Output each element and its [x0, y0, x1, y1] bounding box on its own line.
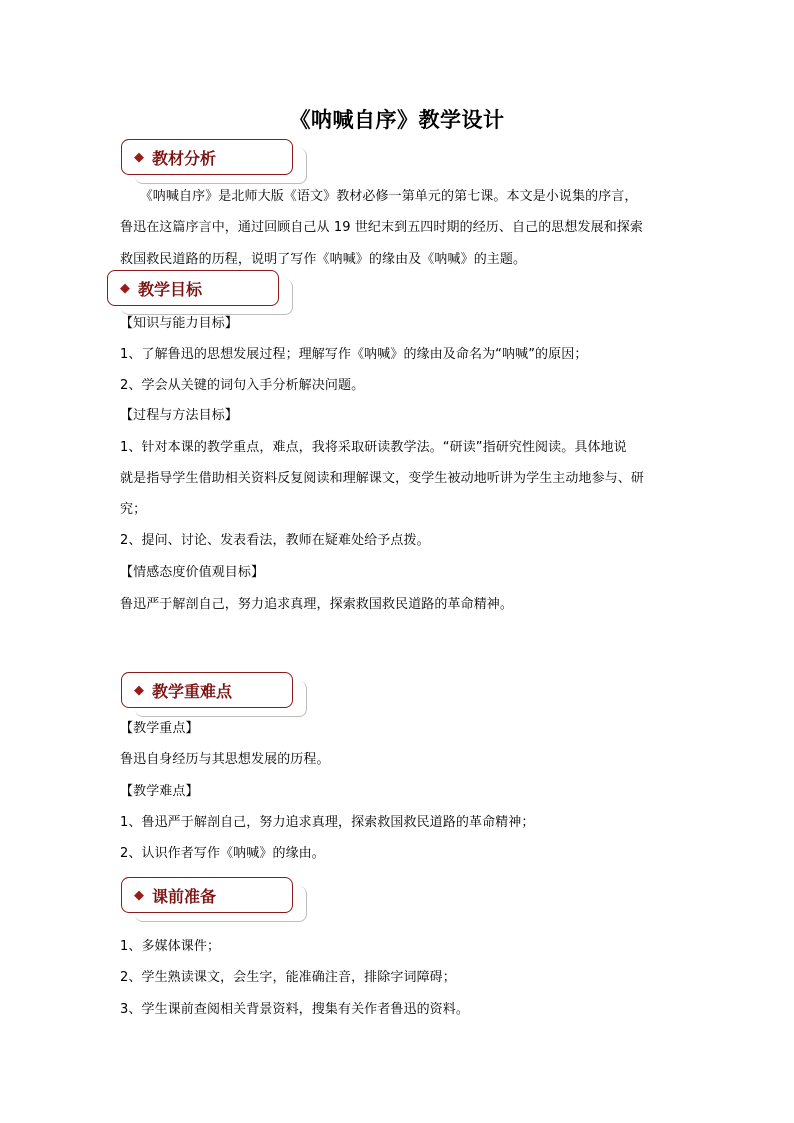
page-title: 《呐喊自序》教学设计 [289, 107, 505, 132]
section-heading-label: 教材分析 [152, 148, 217, 168]
list-item: 2、认识作者写作《呐喊》的缘由。 [120, 846, 325, 861]
subheading-difficult-points: 【教学难点】 [120, 784, 199, 799]
subheading-process-method: 【过程与方法目标】 [120, 408, 238, 423]
section-heading-class-preparation [121, 877, 293, 913]
list-item: 2、学生熟读课文，会生字，能准确注音，排除字词障碍； [120, 970, 456, 985]
list-item-continued: 就是指导学生借助相关资料反复阅读和理解课文，变学生被动地听讲为学生主动地参与、研 [120, 471, 645, 486]
section-heading-textbook-analysis [121, 139, 293, 175]
paragraph-line: 鲁迅严于解剖自己，努力追求真理，探索救国救民道路的革命精神。 [120, 597, 514, 612]
list-item: 1、多媒体课件； [120, 939, 221, 954]
diamond-icon: ◆ [134, 887, 144, 903]
list-item: 3、学生课前查阅相关背景资料，搜集有关作者鲁迅的资料。 [120, 1002, 469, 1017]
diamond-icon: ◆ [134, 682, 144, 698]
section-heading-key-difficult-points [121, 672, 293, 708]
list-item: 1、鲁迅严于解剖自己，努力追求真理，探索救国救民道路的革命精神； [120, 815, 535, 830]
paragraph-line: 鲁迅自身经历与其思想发展的历程。 [120, 752, 330, 767]
subheading-key-points: 【教学重点】 [120, 721, 199, 736]
section-heading-label: 教学重难点 [152, 681, 233, 701]
diamond-icon: ◆ [120, 280, 130, 296]
list-item: 2、提问、讨论、发表看法，教师在疑难处给予点拨。 [120, 533, 430, 548]
list-item: 1、了解鲁迅的思想发展过程；理解写作《呐喊》的缘由及命名为“呐喊”的原因； [120, 347, 588, 362]
paragraph-line: 《呐喊自序》是北师大版《语文》教材必修一第单元的第七课。本文是小说集的序言， [120, 189, 638, 204]
subheading-emotion-values: 【情感态度价值观目标】 [120, 565, 265, 580]
section-heading-label: 课前准备 [152, 886, 217, 906]
diamond-icon: ◆ [134, 149, 144, 165]
section-heading-teaching-goals [107, 270, 279, 306]
subheading-knowledge-ability: 【知识与能力目标】 [120, 316, 238, 331]
list-item-continued: 究； [120, 502, 147, 517]
list-item: 2、学会从关键的词句入手分析解决问题。 [120, 378, 365, 393]
paragraph-line: 救国救民道路的历程，说明了写作《呐喊》的缘由及《呐喊》的主题。 [120, 252, 527, 267]
list-item: 1、针对本课的教学重点，难点，我将采取研读教学法。“研读”指研究性阅读。具体地说 [120, 440, 627, 455]
section-heading-label: 教学目标 [138, 279, 203, 299]
paragraph-line: 鲁迅在这篇序言中，通过回顾自己从 19 世纪末到五四时期的经历、自己的思想发展和探索 [120, 220, 644, 235]
